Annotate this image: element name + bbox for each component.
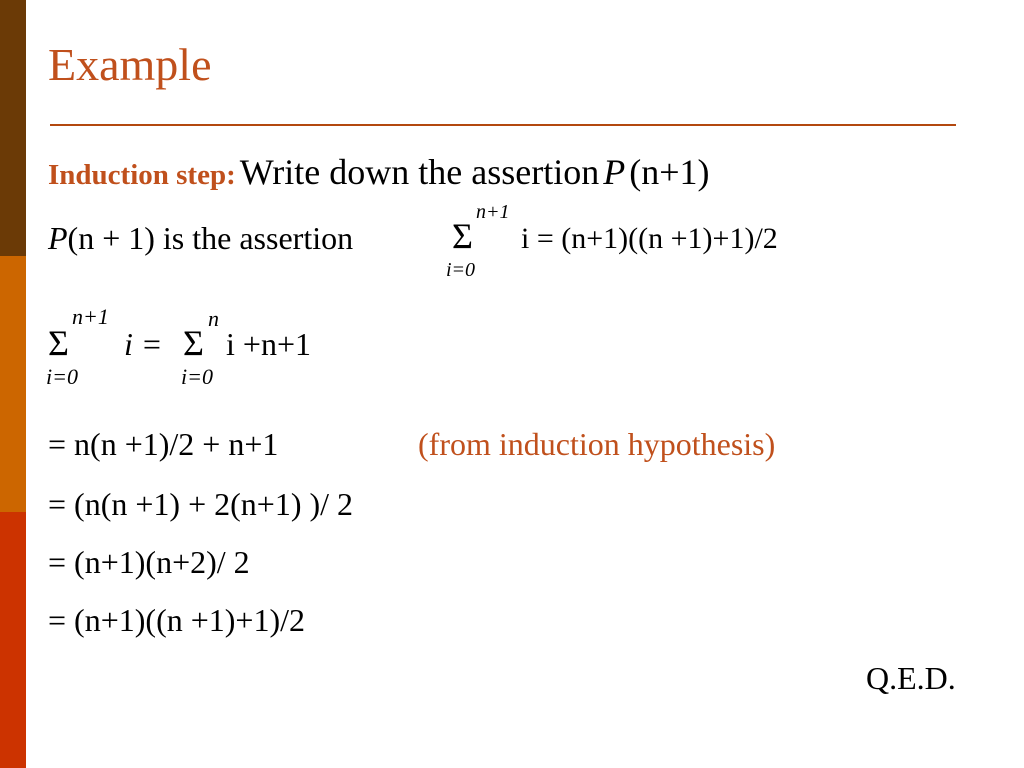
derivation-step-1: = n(n +1)/2 + n+1 bbox=[48, 426, 279, 462]
title-divider bbox=[50, 124, 956, 126]
induction-step-P: P bbox=[603, 152, 626, 192]
sum-lower-right: i=0 bbox=[181, 364, 213, 389]
sum-term-left: i = bbox=[124, 326, 163, 362]
derivation-step-2: = (n(n +1) + 2(n+1) )/ 2 bbox=[48, 486, 354, 522]
induction-step-arg: (n+1) bbox=[629, 152, 710, 192]
assertion-arg: (n + 1) bbox=[67, 220, 155, 256]
slide-title: Example bbox=[48, 39, 212, 90]
sum-upper-left: n+1 bbox=[72, 304, 109, 329]
assertion-upper-limit: n+1 bbox=[476, 201, 510, 223]
derivation-step-1-note: (from induction hypothesis) bbox=[418, 426, 776, 462]
assertion-sigma: Σ bbox=[452, 216, 473, 256]
induction-step-line bbox=[48, 154, 710, 190]
induction-step-label: Induction step: bbox=[48, 159, 236, 191]
qed-label: Q.E.D. bbox=[866, 660, 956, 696]
sidebar-band-orange bbox=[0, 256, 26, 512]
sum-lower-left: i=0 bbox=[46, 364, 78, 389]
assertion-line bbox=[48, 222, 353, 254]
assertion-lower-limit: i=0 bbox=[446, 259, 476, 281]
sum-term-right: i +n+1 bbox=[226, 326, 311, 362]
sum-sigma-left: Σ bbox=[48, 323, 69, 363]
derivation-step-4: = (n+1)((n +1)+1)/2 bbox=[48, 602, 306, 638]
assertion-text: is the assertion bbox=[162, 220, 354, 256]
sidebar-band-brown bbox=[0, 0, 26, 256]
induction-step-text: Write down the assertion bbox=[239, 152, 600, 192]
assertion-rhs: i = (n+1)((n +1)+1)/2 bbox=[521, 222, 778, 255]
sidebar-band-red bbox=[0, 512, 26, 768]
assertion-P: P bbox=[48, 220, 68, 256]
sum-sigma-right: Σ bbox=[183, 323, 204, 363]
sum-upper-right: n bbox=[208, 306, 219, 331]
derivation-step-3: = (n+1)(n+2)/ 2 bbox=[48, 544, 250, 580]
sidebar-decoration bbox=[0, 0, 26, 768]
